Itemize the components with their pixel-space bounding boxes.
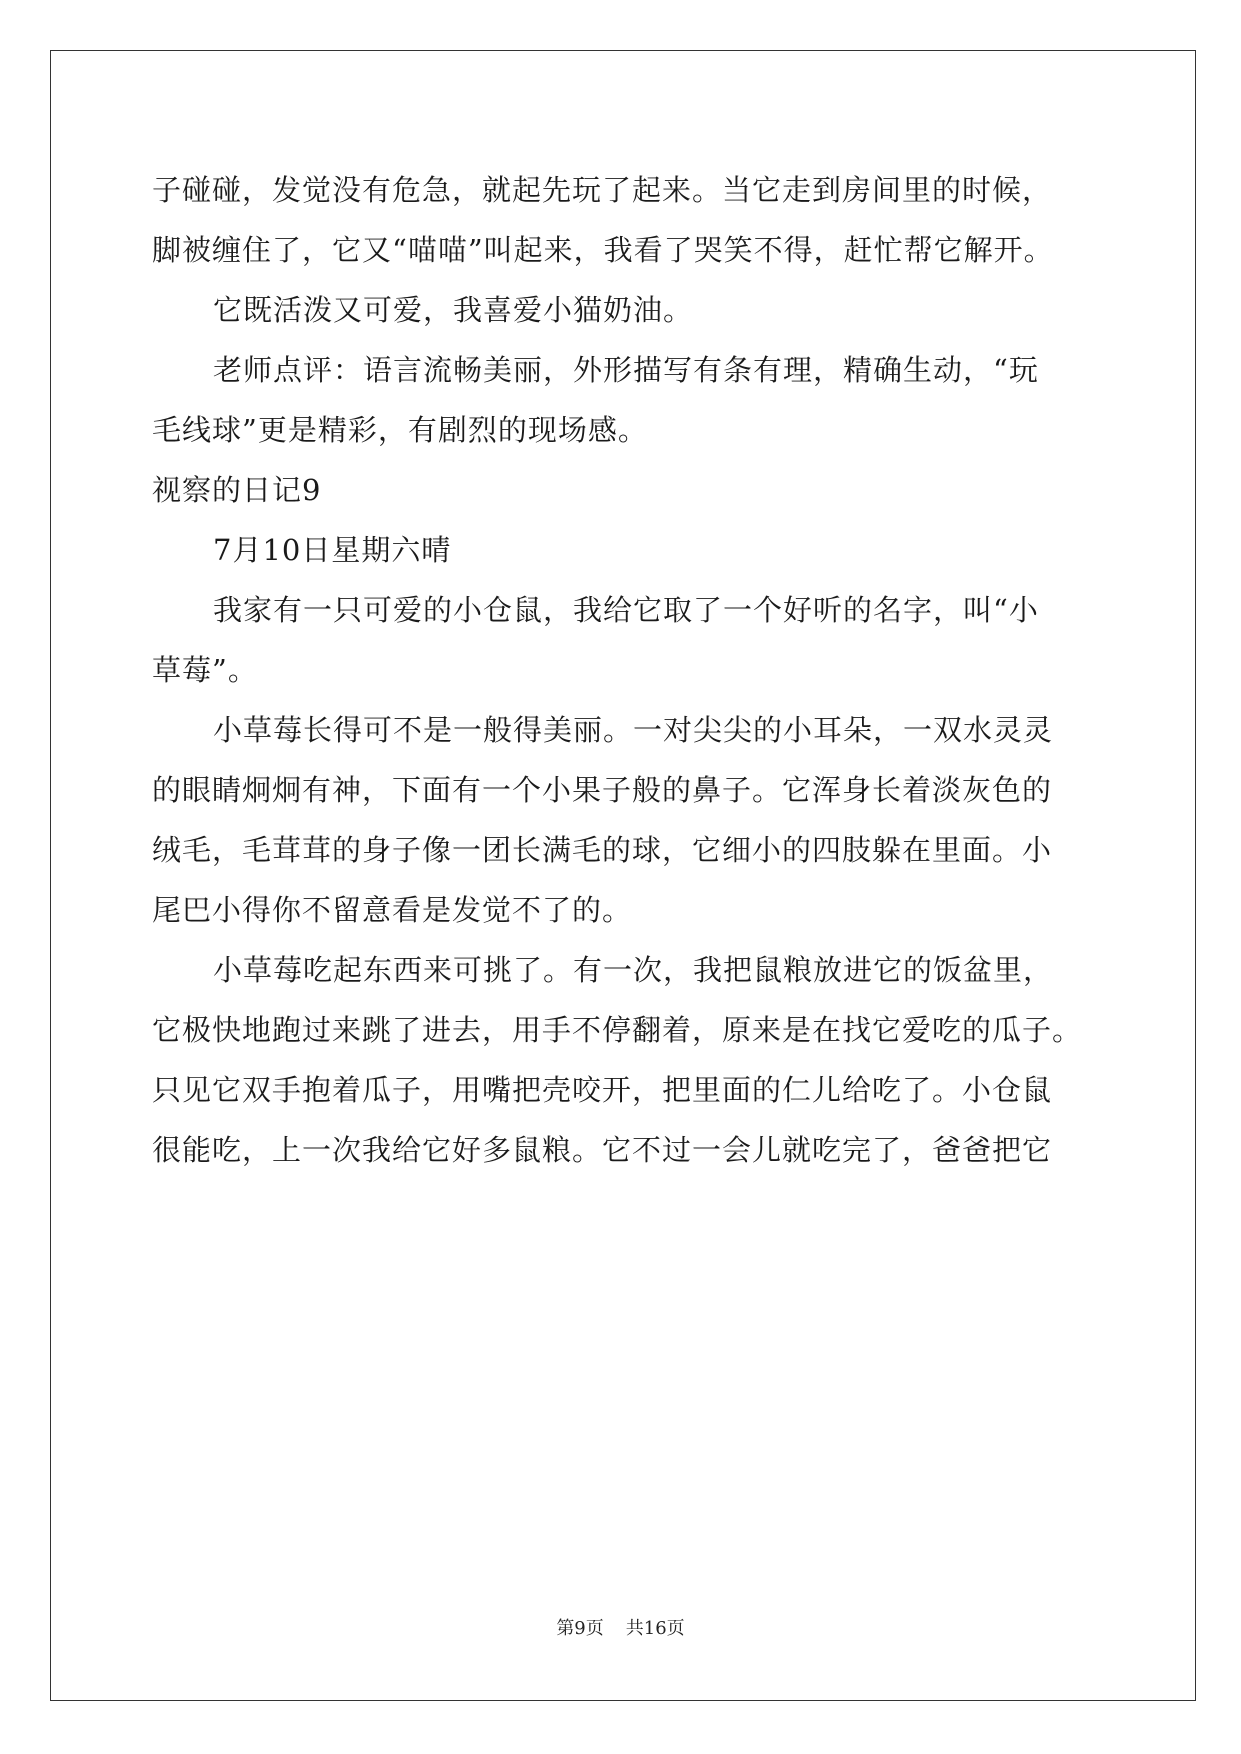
document-body <box>152 160 1092 1180</box>
text-line: 我家有一只可爱的小仓鼠，我给它取了一个好听的名字，叫“小 <box>213 593 1039 627</box>
text-line: 子碰碰，发觉没有危急，就起先玩了起来。当它走到房间里的时候， <box>152 173 1053 207</box>
text-line: 小草莓长得可不是一般得美丽。一对尖尖的小耳朵，一双水灵灵 <box>213 713 1054 747</box>
text-line: 的眼睛炯炯有神，下面有一个小果子般的鼻子。它浑身长着淡灰色的 <box>152 773 1053 807</box>
text-line: 只见它双手抱着瓜子，用嘴把壳咬开，把里面的仁儿给吃了。小仓鼠 <box>152 1073 1053 1107</box>
section-heading: 视察的日记9 <box>152 473 322 507</box>
text-line: 脚被缠住了，它又“喵喵”叫起来，我看了哭笑不得，赶忙帮它解开。 <box>152 233 1054 267</box>
text-line: 很能吃，上一次我给它好多鼠粮。它不过一会儿就吃完了，爸爸把它 <box>152 1133 1053 1167</box>
text-line: 绒毛，毛茸茸的身子像一团长满毛的球，它细小的四肢躲在里面。小 <box>152 833 1053 867</box>
text-line: 它极快地跑过来跳了进去，用手不停翻着，原来是在找它爱吃的瓜子。 <box>152 1013 1083 1047</box>
text-line: 小草莓吃起东西来可挑了。有一次，我把鼠粮放进它的饭盆里， <box>213 953 1054 987</box>
text-line: 草莓”。 <box>152 653 258 687</box>
page-number: 第9页 <box>556 1618 604 1639</box>
text-line: 老师点评：语言流畅美丽，外形描写有条有理，精确生动，“玩 <box>213 353 1039 387</box>
page-total: 共16页 <box>625 1618 685 1639</box>
text-line: 尾巴小得你不留意看是发觉不了的。 <box>152 893 633 927</box>
date-line: 7月10日星期六晴 <box>213 533 452 567</box>
page-footer <box>0 1614 1241 1640</box>
text-line: 它既活泼又可爱，我喜爱小猫奶油。 <box>213 293 694 327</box>
text-line: 毛线球”更是精彩，有剧烈的现场感。 <box>152 413 648 447</box>
